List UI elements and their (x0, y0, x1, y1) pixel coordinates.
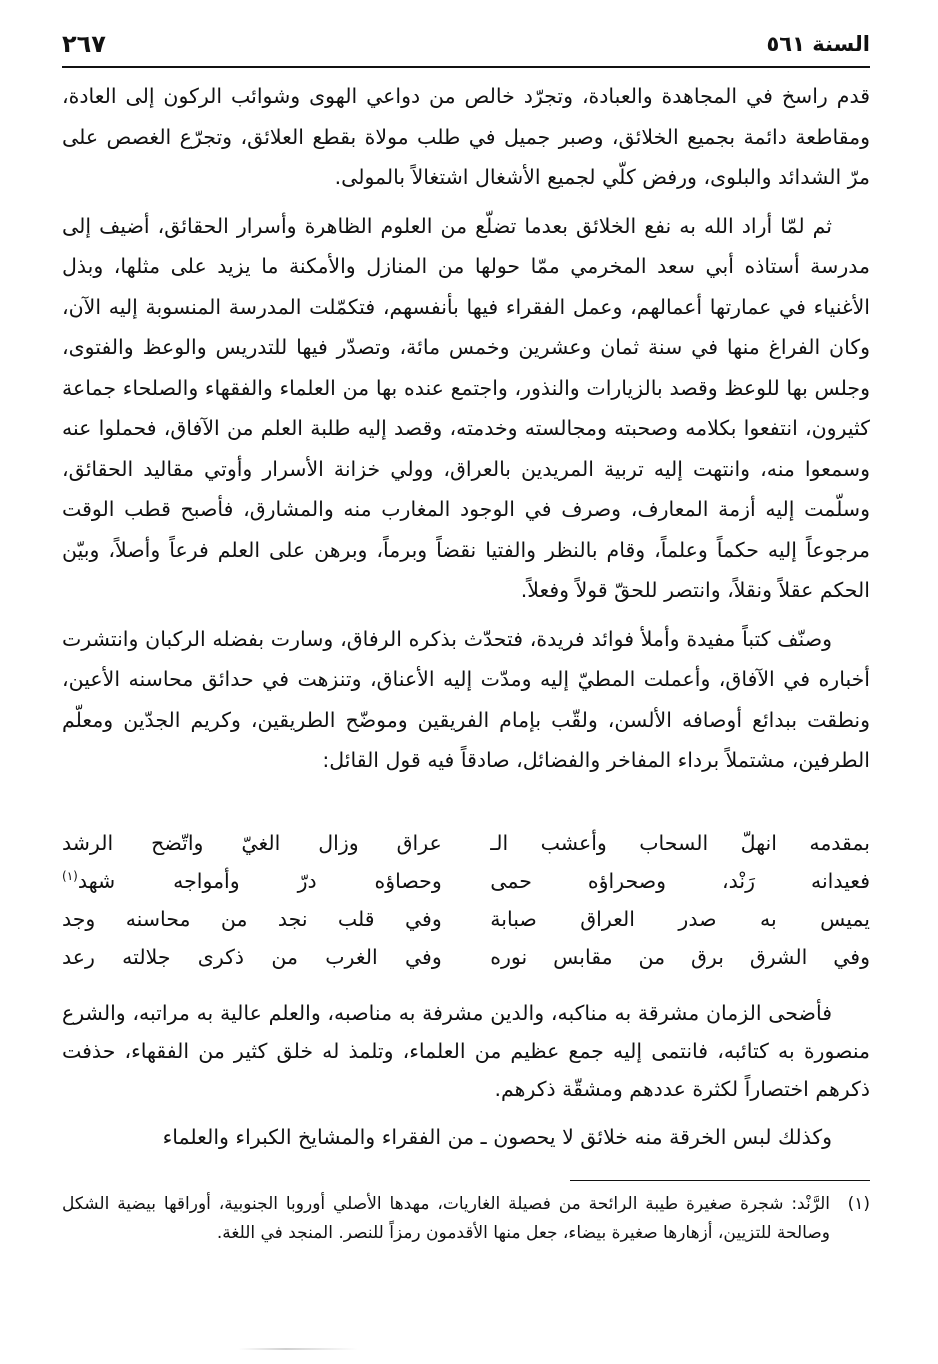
verse-second-hemistich-with-ref (62, 862, 442, 900)
paragraph-3: وصنّف كتباً مفيدة وأملأ فوائد فريدة، فتحدّث بذكره الرفاق، وسارت بفضله الركبان وانتشرت أخباره في الآفاق، وأعملت المطيّ إليه ومدّت إليه الأعناق، وتنزهت في حدائق محاسنه الأعين، ونطقت ببدائع أوصافه الألسن، ولقّب بإمام الفريقين وموضّح الطريقين، وكريم الجدّين ومعلّم الطرفين، مشتملاً برداء المفاخر والفضائل، صادقاً فيه قول القائل: (62, 626, 870, 772)
footnote-text: الرَّنْد: شجرة صغيرة طيبة الرائحة من فصيلة الغاريات، مهدها الأصلي أوروبا الجنوبية، أوراقها بيضية الشكل وصالحة للتزيين، أزهارها صغيرة بيضاء، جعل منها الأقدمون رمزاً للنصر. المنجد في اللغة. (62, 1194, 830, 1243)
main-text (62, 76, 870, 781)
verse-second-hemistich: وفي قلب نجد من محاسنه وجد (62, 907, 442, 931)
text-after-poem (62, 994, 870, 1156)
scan-smudge (238, 1348, 358, 1350)
verse-first-hemistich: يميس به صدر العراق صبابة (490, 907, 870, 931)
footnote-reference[interactable]: (١) (62, 869, 78, 884)
running-head-year: السنة ٥٦١ (766, 32, 870, 56)
poem-verse (62, 938, 870, 976)
footnote-number: (١) (847, 1194, 870, 1214)
footnote (62, 1190, 870, 1248)
poem (62, 824, 870, 976)
poem-verse (62, 824, 870, 862)
verse-first-hemistich: فعيدانه رَنْد، وصحراؤه حمى (490, 869, 870, 893)
paragraph-2: ثم لمّا أراد الله به نفع الخلائق بعدما تضلّع من العلوم الظاهرة وأسرار الحقائق، أضيف إلى مدرسة أستاذه أبي سعد المخرمي ممّا حولها من المنازل والأمكنة ما يزيد على مثلها، وبذل الأغنياء في عمارتها أعمالهم، وعمل الفقراء فيها بأنفسهم، فتكمّلت المدرسة المنسوبة إليه الآن، وكان الفراغ منها في سنة ثمان وعشرين وخمس مائة، وتصدّر فيها للتدريس والوعظ والفتوى، وجلس بها للوعظ وقصد بالزيارات والنذور، واجتمع عنده بها من العلماء والفقهاء والصلحاء جماعة كثيرون، انتفعوا بكلامه وصحبته ومجالسته وخدمته، وقصد إليه طلبة العلم من الآفاق، فحملوا عنه وسمعوا منه، وانتهت إليه تربية المريدين بالعراق، وولي خزانة الأسرار وأوتي مقاليد الحقائق، وسلّمت إليه أزمة المعارف، وصرف في الوجود المغارب منه والمشارق، فأصبح قطب الوقت مرجوعاً إليه حكماً وعلماً، وقام بالنظر والفتيا نقضاً وبرماً، وبرهن على العلم فرعاً وأصلاً، وبيّن الحكم عقلاً ونقلاً، وانتصر للحقّ قولاً وفعلاً. (62, 213, 870, 602)
verse-first-hemistich: وفي الشرق برق من مقابس نوره (490, 945, 870, 969)
page-header (62, 30, 870, 68)
paragraph-1: قدم راسخ في المجاهدة والعبادة، وتجرّد خالص من دواعي الهوى وشوائب الركون إلى العادة، ومقاطعة دائمة بجميع الخلائق، وصبر جميل في طلب مولاة بقطع العلائق، وتجرّع الغصص على مرّ الشدائد والبلوى، ورفض كلّي لجميع الأشغال اشتغالاً بالمولى. (62, 84, 870, 189)
verse-second-hemistich: عراق وزال الغيّ واتّضح الرشد (62, 831, 442, 855)
paragraph-5: وكذلك لبس الخرقة منه خلائق لا يحصون ـ من الفقراء والمشايخ الكبراء والعلماء (162, 1125, 832, 1149)
verse-second-hemistich: وحصاؤه درّ وأمواجه شهد (77, 869, 442, 893)
poem-verse (62, 862, 870, 900)
footnote-divider (570, 1180, 870, 1181)
verse-first-hemistich: بمقدمه انهلّ السحاب وأعشب الـ (490, 831, 870, 855)
paragraph-4: فأضحى الزمان مشرقة به مناكبه، والدين مشرفة به مناصبه، والعلم عالية به مراتبه، والشرع منصورة به كتائبه، فانتمى إليه جمع عظيم من العلماء، وتلمذ له خلق كثير من الفقهاء، حذفت ذكرهم اختصاراً لكثرة عددهم ومشقّة ذكرهم. (62, 1001, 870, 1101)
page-number: ٢٦٧ (62, 30, 106, 58)
poem-verse (62, 900, 870, 938)
verse-second-hemistich: وفي الغرب من ذكرى جلالته رعد (62, 945, 442, 969)
